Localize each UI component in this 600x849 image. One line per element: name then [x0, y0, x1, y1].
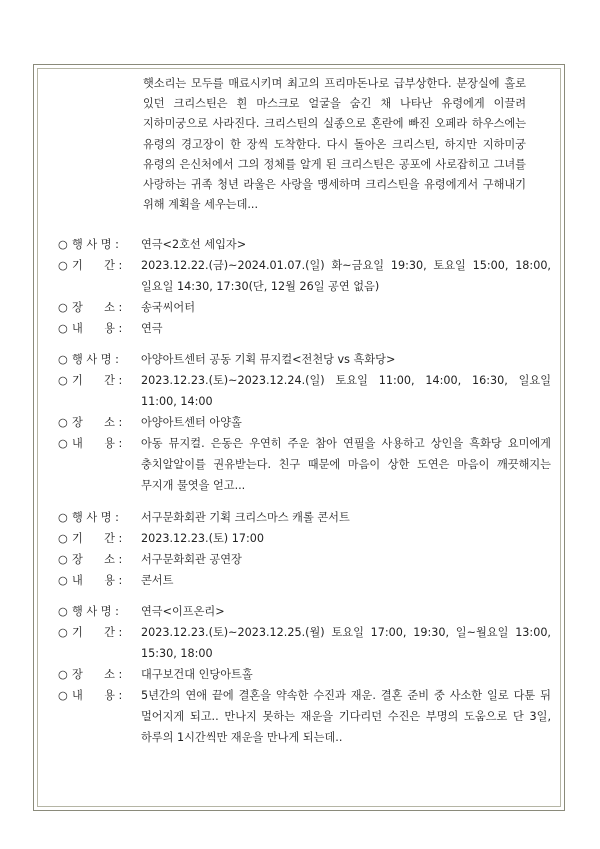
- event-period: 2023.12.23.(토)~2023.12.25.(월) 토요일 17:00, 19:30, 일~월요일 13:00, 15:30, 18:00: [141, 626, 551, 660]
- event-content: 연극: [141, 322, 163, 335]
- bullet-icon: ○: [58, 259, 68, 272]
- event-name-row: [58, 234, 558, 255]
- event-period-row: [58, 255, 558, 297]
- event-period: 2023.12.23.(토)~2023.12.24.(일) 토요일 11:00, 14:00, 16:30, 일요일 11:00, 14:00: [141, 374, 551, 408]
- content-label: 내 용 :: [72, 437, 123, 450]
- event-content: 아동 뮤지컬. 은동은 우연히 주운 참아 연필을 사용하고 상인을 흑화당 요미에게 충치알알이를 권유받는다. 친구 때문에 마음이 상한 도연은 마음이 깨끗해지는 무지개 물엿을 얻고...: [141, 437, 551, 492]
- event-period-row: [58, 528, 558, 549]
- event-content-row: [58, 318, 558, 339]
- event-period: 2023.12.23.(토) 17:00: [141, 532, 264, 545]
- event-name: 연극<2호선 세입자>: [141, 238, 247, 251]
- event-name: 연극<이프온리>: [141, 605, 225, 618]
- content-label: 내 용 :: [72, 322, 123, 335]
- bullet-icon: ○: [58, 553, 68, 566]
- event-block: [58, 234, 558, 339]
- event-venue-row: [58, 297, 558, 318]
- event-block: [58, 349, 558, 496]
- bullet-icon: ○: [58, 238, 68, 251]
- event-content: 콘서트: [141, 574, 174, 587]
- period-label: 기 간 :: [72, 626, 123, 639]
- content-label: 내 용 :: [72, 574, 123, 587]
- bullet-icon: ○: [58, 416, 68, 429]
- bullet-icon: ○: [58, 511, 68, 524]
- event-venue-row: [58, 412, 558, 433]
- content-label: 내 용 :: [72, 689, 123, 702]
- event-name-row: [58, 507, 558, 528]
- venue-label: 장 소 :: [72, 416, 123, 429]
- period-label: 기 간 :: [72, 259, 123, 272]
- period-label: 기 간 :: [72, 374, 123, 387]
- bullet-icon: ○: [58, 353, 68, 366]
- event-period: 2023.12.22.(금)~2024.01.07.(일) 화~금요일 19:30, 토요일 15:00, 18:00, 일요일 14:30, 17:30(단, 12월 26일 공연 없음): [141, 259, 551, 293]
- event-venue: 아양아트센터 아양홀: [141, 416, 242, 429]
- event-block: [58, 601, 558, 748]
- period-label: 기 간 :: [72, 532, 123, 545]
- event-content-row: [58, 570, 558, 591]
- bullet-icon: ○: [58, 532, 68, 545]
- event-name: 아양아트센터 공동 기획 뮤지컬<전천당 vs 흑화당>: [141, 353, 396, 366]
- event-content-row: [58, 433, 558, 496]
- venue-label: 장 소 :: [72, 301, 123, 314]
- event-block: [58, 507, 558, 591]
- event-period-row: [58, 370, 558, 412]
- bullet-icon: ○: [58, 605, 68, 618]
- bullet-icon: ○: [58, 322, 68, 335]
- bullet-icon: ○: [58, 574, 68, 587]
- name-label: 행 사 명 :: [72, 511, 119, 524]
- bullet-icon: ○: [58, 689, 68, 702]
- event-venue: 대구보건대 인당아트홀: [141, 668, 253, 681]
- event-name: 서구문화회관 기획 크리스마스 캐롤 콘서트: [141, 511, 350, 524]
- event-venue: 서구문화회관 공연장: [141, 553, 242, 566]
- bullet-icon: ○: [58, 301, 68, 314]
- bullet-icon: ○: [58, 668, 68, 681]
- event-content: 5년간의 연애 끝에 결혼을 약속한 수진과 재운. 결혼 준비 중 사소한 일로 다툰 뒤 멀어지게 되고.. 만나지 못하는 재운을 기다리던 수진은 부명의 도움으로 단 3일, 하루의 1시간씩만 재운을 만나게 되는데..: [141, 689, 551, 744]
- event-period-row: [58, 622, 558, 664]
- bullet-icon: ○: [58, 374, 68, 387]
- name-label: 행 사 명 :: [72, 353, 119, 366]
- event-venue-row: [58, 664, 558, 685]
- bullet-icon: ○: [58, 437, 68, 450]
- event-venue: 송국씨어터: [141, 301, 196, 314]
- bullet-icon: ○: [58, 626, 68, 639]
- event-venue-row: [58, 549, 558, 570]
- name-label: 행 사 명 :: [72, 605, 119, 618]
- event-content-row: [58, 685, 558, 748]
- synopsis-paragraph: 햇소리는 모두를 매료시키며 최고의 프리마돈나로 급부상한다. 분장실에 홀로 있던 크리스틴은 흰 마스크로 얼굴을 숨긴 채 나타난 유령에게 이끌려 지하미궁으로 사라진다. 크리스틴의 실종으로 혼란에 빠진 오페라 하우스에는 유령의 경고장이 한 장씩 도착한다. 다시 돌아온 크리스틴, 하지만 지하미궁 유령의 은신처에서 그의 정체를 알게 된 크리스틴은 공포에 사로잡히고 그녀를 사랑하는 귀족 청년 라울은 사랑을 맹세하며 크리스틴을 유령에게서 구해내기 위해 계획을 세우는데...: [143, 77, 526, 212]
- event-name-row: [58, 601, 558, 622]
- event-name-row: [58, 349, 558, 370]
- venue-label: 장 소 :: [72, 553, 123, 566]
- venue-label: 장 소 :: [72, 668, 123, 681]
- name-label: 행 사 명 :: [72, 238, 119, 251]
